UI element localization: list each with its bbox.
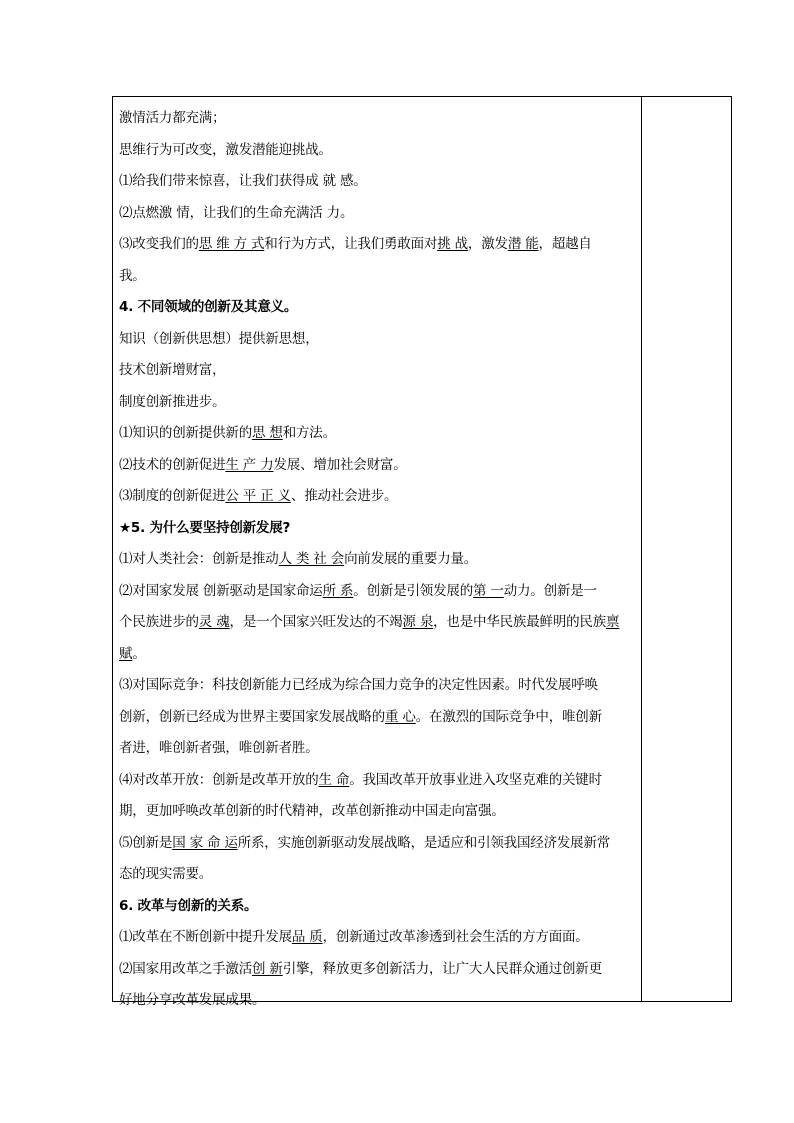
- text-segment: 发展、增加社会财富。: [273, 456, 407, 473]
- text-segment: 期，更加呼唤改革创新的时代精神，改革创新推动中国走向富强。: [119, 803, 505, 819]
- underlined-answer: 思 想: [252, 425, 283, 441]
- text-line: [119, 513, 635, 545]
- underlined-answer: 禀: [606, 614, 620, 630]
- text-segment: 6. 改革与创新的关系。: [119, 897, 258, 914]
- text-segment: ⑷对改革开放：创新是改革开放的: [119, 771, 319, 788]
- text-segment: 向前发展的重要力量。: [344, 551, 478, 567]
- text-segment: ⑴给我们带来惊喜，让我们获得成 就 感。: [119, 173, 367, 189]
- text-line: [119, 135, 635, 167]
- text-segment: 者进，唯创新者强，唯创新者胜。: [119, 740, 319, 756]
- text-line: [119, 702, 635, 734]
- text-segment: 。创新是引领发展的: [353, 582, 473, 599]
- text-line: [119, 859, 635, 891]
- underlined-answer: 生 产 力: [225, 456, 274, 473]
- text-segment: ★5. 为什么要坚持创新发展?: [119, 519, 291, 536]
- text-line: [119, 922, 635, 954]
- underlined-answer: 品 质: [291, 929, 323, 945]
- text-segment: 。在激烈的国际竞争中，唯创新: [415, 708, 602, 725]
- text-segment: 个民族进步的: [119, 614, 199, 630]
- text-segment: ⑶对国际竞争：科技创新能力已经成为综合国力竞争的决定性因素。时代发展呼唤: [119, 677, 598, 693]
- underlined-answer: 创 新: [252, 960, 283, 977]
- underlined-answer: 源 泉: [402, 614, 434, 630]
- text-line: [119, 450, 635, 482]
- text-line: [119, 576, 635, 608]
- text-segment: 激情活力都充满；: [119, 110, 226, 126]
- text-line: [119, 198, 635, 230]
- text-segment: 所系，实施创新驱动发展战略，是适应和引领我国经济发展新常: [237, 834, 611, 851]
- text-segment: 好地分享改革发展成果。: [119, 992, 266, 1008]
- text-line: [119, 166, 635, 198]
- text-line: [119, 670, 635, 702]
- underlined-answer: 重 心: [385, 708, 416, 725]
- text-line: [119, 355, 635, 387]
- text-segment: ⑵对国家发展 创新驱动是国家命运: [119, 582, 323, 599]
- text-line: [119, 387, 635, 419]
- text-line: [119, 261, 635, 293]
- text-line: [119, 765, 635, 797]
- content-table: [112, 96, 732, 1008]
- text-segment: ⑶制度的创新促进: [119, 488, 226, 504]
- text-segment: ⑵点燃激 情，让我们的生命充满活 力。: [119, 204, 354, 221]
- text-segment: 。: [132, 645, 146, 662]
- text-line: [119, 103, 635, 135]
- text-line: [119, 828, 635, 860]
- text-segment: 创新，创新已经成为世界主要国家发展战略的: [119, 708, 385, 725]
- text-segment: ⑶改变我们的: [119, 236, 199, 252]
- text-segment: 态的现实需要。: [119, 866, 213, 882]
- text-segment: ⑴改革在不断创新中提升发展: [119, 929, 292, 945]
- text-line: [119, 733, 635, 765]
- text-segment: ⑴对人类社会：创新是推动: [119, 551, 279, 567]
- underlined-answer: 灵 魂: [198, 614, 230, 630]
- text-segment: ，超越自: [538, 236, 592, 252]
- text-segment: 动力。创新是一: [503, 582, 597, 599]
- text-segment: 和方法。: [282, 425, 336, 441]
- text-line: [119, 418, 635, 450]
- text-line: [119, 954, 635, 986]
- text-segment: 制度创新推进步。: [119, 393, 226, 410]
- text-segment: ⑸创新是: [119, 834, 173, 851]
- text-segment: ，也是中华民族最鲜明的民族: [433, 614, 607, 630]
- text-segment: 、推动社会进步。: [290, 488, 398, 504]
- underlined-answer: 所 系: [322, 582, 354, 599]
- text-segment: ，激发: [467, 236, 508, 252]
- underlined-answer: 思 维 方 式: [198, 236, 265, 252]
- text-line: [119, 292, 635, 324]
- text-line: [119, 985, 635, 1017]
- underlined-answer: 人 类 社 会: [278, 551, 345, 567]
- text-line: [119, 229, 635, 261]
- underlined-answer: 第 一: [473, 582, 504, 599]
- text-segment: 技术创新增财富，: [119, 362, 226, 378]
- underlined-answer: 赋: [119, 645, 133, 662]
- text-line: [119, 796, 635, 828]
- underlined-answer: 生 命: [318, 771, 350, 788]
- text-segment: 。我国改革开放事业进入攻坚克难的关键时: [349, 771, 602, 788]
- text-line: [119, 481, 635, 513]
- text-segment: 4. 不同领域的创新及其意义。: [119, 299, 298, 315]
- text-line: [119, 891, 635, 923]
- text-line: [119, 607, 635, 639]
- text-segment: ⑵国家用改革之手激活: [119, 960, 252, 977]
- main-cell: [119, 103, 635, 1017]
- text-segment: ，创新通过改革渗透到社会生活的方方面面。: [322, 929, 589, 945]
- underlined-answer: 挑 战: [437, 236, 468, 252]
- text-segment: ⑴知识的创新提供新的: [119, 425, 252, 441]
- underlined-answer: 公 平 正 义: [225, 488, 291, 504]
- text-line: [119, 324, 635, 356]
- text-segment: 思维行为可改变，激发潜能迎挑战。: [119, 141, 332, 158]
- text-segment: ，是一个国家兴旺发达的不竭: [229, 614, 403, 630]
- text-segment: 我。: [119, 267, 146, 284]
- text-segment: 和行为方式，让我们勇敢面对: [264, 236, 438, 252]
- text-line: [119, 639, 635, 671]
- text-segment: ⑵技术的创新促进: [119, 456, 226, 473]
- underlined-answer: 国 家 命 运: [172, 834, 238, 851]
- text-segment: 引擎，释放更多创新活力，让广大人民群众通过创新更: [282, 960, 602, 977]
- text-segment: 知识（创新供思想）提供新思想，: [119, 330, 319, 347]
- text-line: [119, 544, 635, 576]
- side-cell: [642, 97, 731, 1001]
- underlined-answer: 潜 能: [507, 236, 539, 252]
